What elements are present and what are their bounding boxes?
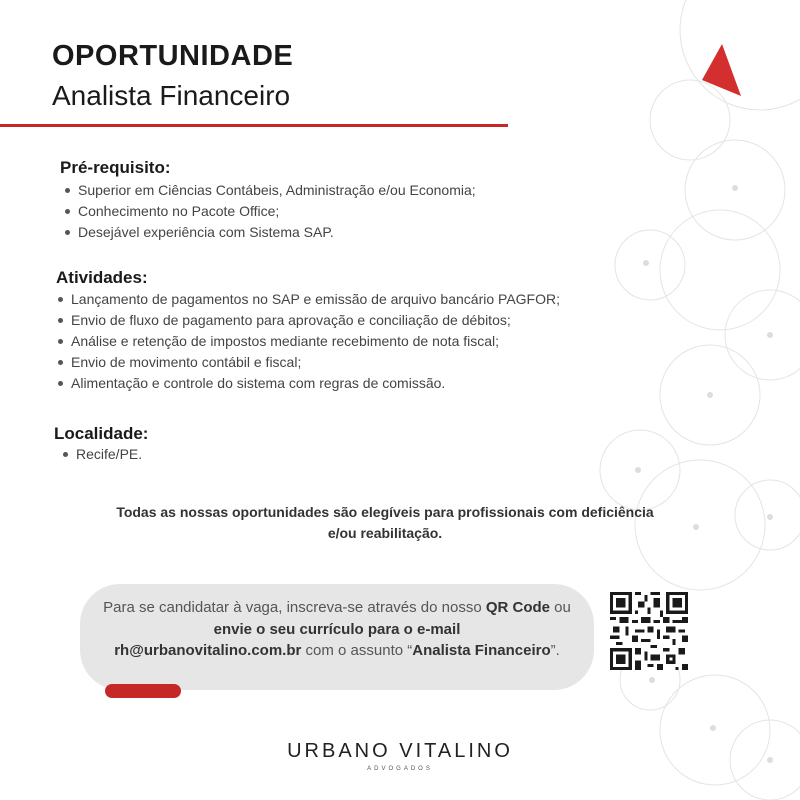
notice-line-1: Todas as nossas oportunidades são elegíveis para profissionais com deficiência <box>116 504 654 520</box>
apply-text-2: ou <box>550 599 571 616</box>
location-list <box>60 444 142 465</box>
inclusion-notice <box>100 502 670 544</box>
email-address[interactable]: rh@urbanovitalino.com.br <box>114 642 302 659</box>
brand-logo: URBANO VITALINO <box>287 740 513 762</box>
apply-text-1: Para se candidatar à vaga, inscreva-se através do nosso <box>103 599 486 616</box>
list-item: Desejável experiência com Sistema SAP. <box>62 222 476 243</box>
requirements-heading: Pré-requisito: <box>60 158 171 177</box>
send-cv-label: envie o seu currículo para o e-mail <box>213 620 461 638</box>
list-item: Superior em Ciências Contábeis, Administração e/ou Economia; <box>62 180 476 201</box>
title-divider <box>0 124 508 127</box>
qr-code-label: QR Code <box>485 599 551 616</box>
requirements-list <box>62 180 476 243</box>
qr-code-icon[interactable] <box>610 592 688 670</box>
notice-line-2: e/ou reabilitação. <box>327 525 443 541</box>
location-heading: Localidade: <box>54 424 149 443</box>
apply-text-4: ”. <box>550 642 560 659</box>
job-title: Analista Financeiro <box>52 80 291 111</box>
apply-instructions <box>100 597 574 662</box>
accent-pill <box>105 684 181 698</box>
apply-text-3: com o assunto “ <box>301 642 413 659</box>
list-item: Envio de fluxo de pagamento para aprovação e conciliação de débitos; <box>55 310 560 331</box>
page-title: OPORTUNIDADE <box>52 40 294 72</box>
list-item: Lançamento de pagamentos no SAP e emissão de arquivo bancário PAGFOR; <box>55 289 560 310</box>
list-item: Análise e retenção de impostos mediante recebimento de nota fiscal; <box>55 331 560 352</box>
subject-label: Analista Financeiro <box>412 642 551 659</box>
red-triangle-icon <box>702 44 741 96</box>
list-item: Conhecimento no Pacote Office; <box>62 201 476 222</box>
list-item: Recife/PE. <box>60 444 142 465</box>
activities-heading: Atividades: <box>56 268 148 287</box>
activities-list <box>55 289 560 394</box>
list-item: Alimentação e controle do sistema com regras de comissão. <box>55 373 560 394</box>
list-item: Envio de movimento contábil e fiscal; <box>55 352 560 373</box>
brand-subtitle: ADVOGADOS <box>367 766 433 772</box>
